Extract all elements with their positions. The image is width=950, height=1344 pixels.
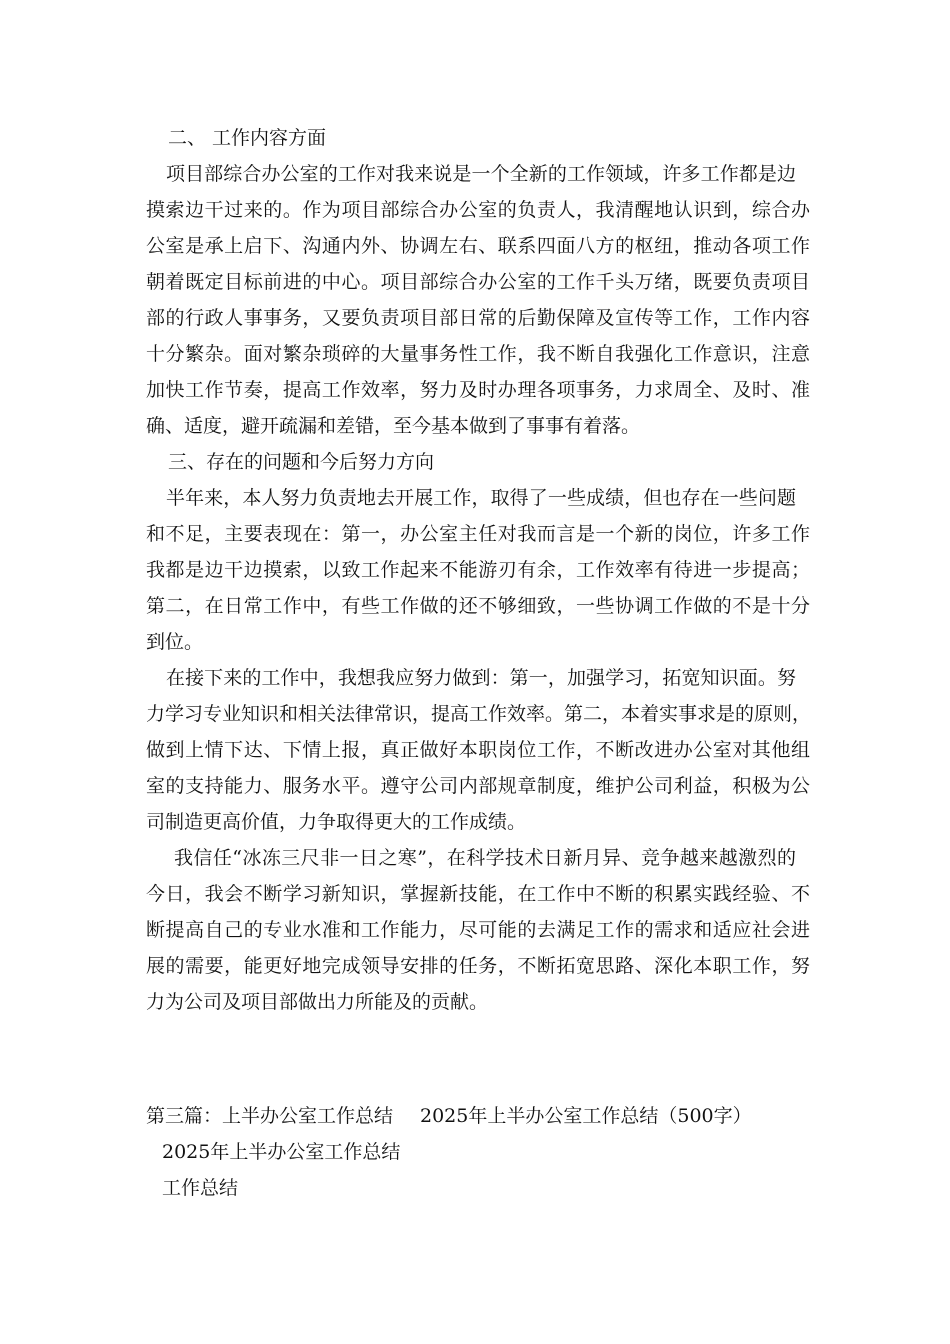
paragraph-line: 朝着既定目标前进的中心。项目部综合办公室的工作千头万绪，既要负责项目 <box>146 271 810 293</box>
paragraph-line: 摸索边干过来的。作为项目部综合办公室的负责人，我清醒地认识到，综合办 <box>146 199 810 221</box>
paragraph-line: 部的行政人事事务，又要负责项目部日常的后勤保障及宣传等工作，工作内容 <box>146 307 810 329</box>
paragraph-line: 十分繁杂。面对繁杂琐碎的大量事务性工作，我不断自我强化工作意识，注意 <box>146 343 810 365</box>
paragraph-line: 展的需要，能更好地完成领导安排的任务，不断拓宽思路、深化本职工作，努 <box>146 955 810 977</box>
section-heading-work-content: 二、 工作内容方面 <box>168 127 327 149</box>
paragraph-line: 我信任“冰冻三尺非一日之寒”，在科学技术日新月异、竞争越来越激烈的 <box>174 847 796 869</box>
paragraph-line: 项目部综合办公室的工作对我来说是一个全新的工作领域，许多工作都是边 <box>166 163 796 185</box>
paragraph-line: 加快工作节奏，提高工作效率，努力及时办理各项事务，力求周全、及时、准 <box>146 379 810 401</box>
paragraph-line: 公室是承上启下、沟通内外、协调左右、联系四面八方的枢纽，推动各项工作 <box>146 235 810 257</box>
paragraph-line: 力学习专业知识和相关法律常识，提高工作效率。第二，本着实事求是的原则， <box>146 703 812 725</box>
paragraph-line: 确、适度，避开疏漏和差错，至今基本做到了事事有着落。 <box>146 415 641 437</box>
section-heading-problems: 三、存在的问题和今后努力方向 <box>168 451 435 473</box>
paragraph-line: 力为公司及项目部做出力所能及的贡献。 <box>146 991 489 1013</box>
next-article-line: 工作总结 <box>162 1177 239 1199</box>
paragraph-line: 室的支持能力、服务水平。遵守公司内部规章制度，维护公司利益，积极为公 <box>146 775 810 797</box>
paragraph-line: 今日，我会不断学习新知识，掌握新技能，在工作中不断的积累实践经验、不 <box>146 883 810 905</box>
next-article-subtitle: 2025年上半办公室工作总结（500字） <box>420 1105 752 1127</box>
paragraph-line: 在接下来的工作中，我想我应努力做到：第一，加强学习，拓宽知识面。努 <box>166 667 796 689</box>
paragraph-line: 和不足，主要表现在：第一，办公室主任对我而言是一个新的岗位，许多工作 <box>146 523 810 545</box>
paragraph-line: 我都是边干边摸索，以致工作起来不能游刃有余，工作效率有待进一步提高； <box>146 559 810 581</box>
paragraph-line: 做到上情下达、下情上报，真正做好本职岗位工作，不断改进办公室对其他组 <box>146 739 810 761</box>
paragraph-line: 到位。 <box>146 631 204 653</box>
next-article-line: 2025年上半办公室工作总结 <box>162 1141 401 1163</box>
next-article-title: 第三篇：上半办公室工作总结 <box>146 1105 394 1127</box>
paragraph-line: 司制造更高价值，力争取得更大的工作成绩。 <box>146 811 527 833</box>
paragraph-line: 半年来，本人努力负责地去开展工作，取得了一些成绩，但也存在一些问题 <box>166 487 796 509</box>
paragraph-line: 断提高自己的专业水准和工作能力，尽可能的去满足工作的需求和适应社会进 <box>146 919 810 941</box>
paragraph-line: 第二，在日常工作中，有些工作做的还不够细致，一些协调工作做的不是十分 <box>146 595 810 617</box>
